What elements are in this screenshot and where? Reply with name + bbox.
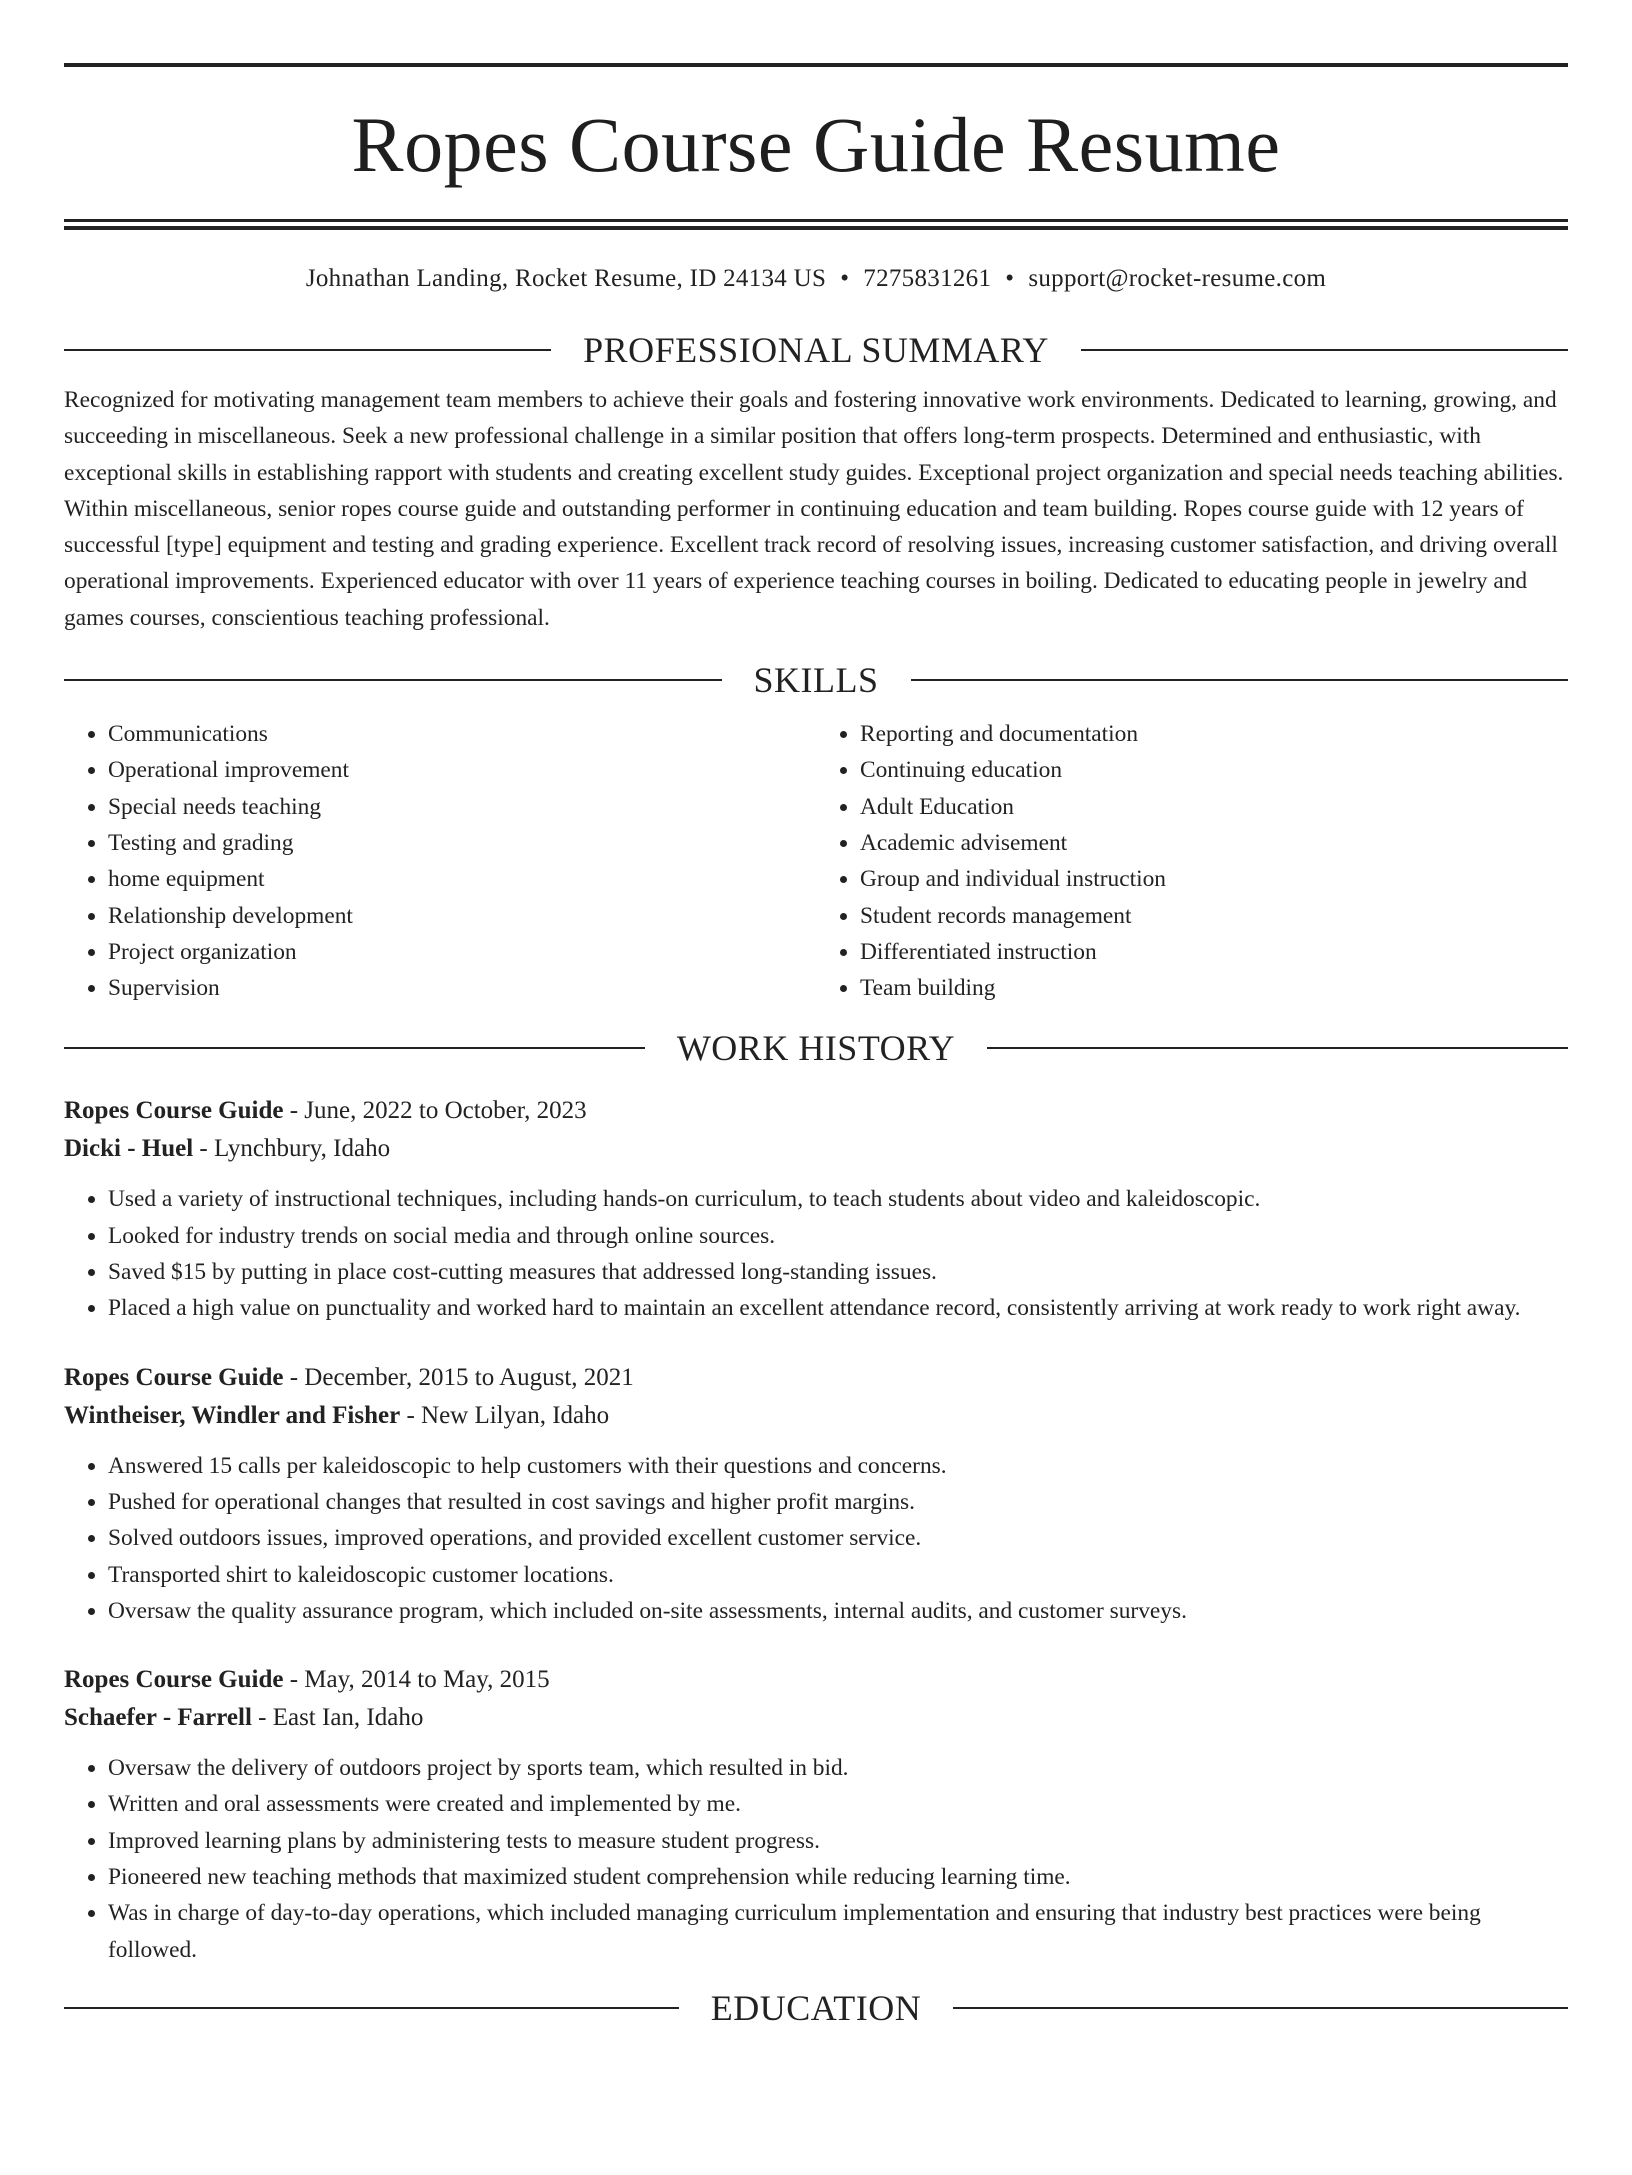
job-bullet: • Used a variety of instructional techniques, including hands-on curriculum, to teach students about video and kaleidoscopic. — [108, 1181, 1568, 1217]
job-title: Ropes Course Guide — [64, 1363, 284, 1391]
skill-item: • Relationship development — [108, 898, 816, 934]
job-company-line — [64, 1397, 1568, 1435]
job-title-line — [64, 1661, 1568, 1699]
contact-separator: • — [840, 265, 850, 292]
job-bullet: • Was in charge of day-to-day operations, which included managing curriculum implementation and ensuring that industry best practices were being followed. — [108, 1895, 1568, 1968]
job-bullet: • Written and oral assessments were created and implemented by me. — [108, 1786, 1568, 1822]
skills-list-right — [816, 716, 1568, 1006]
job-bullet: • Pioneered new teaching methods that maximized student comprehension while reducing learning time. — [108, 1859, 1568, 1895]
job-bullet: • Placed a high value on punctuality and worked hard to maintain an excellent attendance record, consistently arriving at work ready to work right away. — [108, 1290, 1568, 1326]
skill-item: • Supervision — [108, 970, 816, 1006]
heading-rule-left — [64, 349, 551, 351]
job-bullet: • Improved learning plans by administering tests to measure student progress. — [108, 1823, 1568, 1859]
heading-rule-right — [987, 1047, 1568, 1049]
top-rule — [64, 63, 1568, 67]
skill-item: • Differentiated instruction — [860, 934, 1568, 970]
job-company: Wintheiser, Windler and Fisher — [64, 1401, 401, 1429]
skill-item: • Communications — [108, 716, 816, 752]
job-company-line — [64, 1130, 1568, 1168]
job-dates: - May, 2014 to May, 2015 — [283, 1666, 550, 1694]
heading-rule-left — [64, 679, 722, 681]
job-dates: - June, 2022 to October, 2023 — [283, 1097, 587, 1125]
contact-separator: • — [1005, 265, 1015, 292]
job-bullet: • Saved $15 by putting in place cost-cutting measures that addressed long-standing issues. — [108, 1254, 1568, 1290]
skill-item: • Project organization — [108, 934, 816, 970]
job-title: Ropes Course Guide — [64, 1666, 284, 1694]
skill-item: • Testing and grading — [108, 825, 816, 861]
job-entry — [64, 1661, 1568, 1968]
job-bullet: • Transported shirt to kaleidoscopic customer locations. — [108, 1557, 1568, 1593]
heading-rule-left — [64, 1047, 645, 1049]
heading-rule-right — [1081, 349, 1568, 351]
job-company-line — [64, 1699, 1568, 1737]
job-location: - East Ian, Idaho — [251, 1704, 424, 1732]
section-heading-summary — [64, 328, 1568, 372]
job-title-line — [64, 1092, 1568, 1130]
skill-item: • Special needs teaching — [108, 789, 816, 825]
heading-rule-left — [64, 2007, 679, 2009]
job-bullet: • Looked for industry trends on social media and through online sources. — [108, 1218, 1568, 1254]
job-bullet: • Solved outdoors issues, improved operations, and provided excellent customer service. — [108, 1520, 1568, 1556]
job-bullet: • Oversaw the delivery of outdoors project by sports team, which resulted in bid. — [108, 1750, 1568, 1786]
job-bullets — [64, 1181, 1568, 1326]
title-double-rule — [64, 219, 1568, 230]
job-title: Ropes Course Guide — [64, 1097, 284, 1125]
section-title: WORK HISTORY — [676, 1028, 956, 1069]
contact-line — [64, 262, 1568, 296]
job-bullets — [64, 1750, 1568, 1968]
job-bullet: • Oversaw the quality assurance program, which included on-site assessments, internal audits, and customer surveys. — [108, 1593, 1568, 1629]
summary-text: Recognized for motivating management team members to achieve their goals and fostering innovative work environments. Dedicated to learning, growing, and succeeding in miscellaneous. Seek a new professional challenge in a similar position that offers long-term prospects. Determined and enthusiastic, with exceptional skills in establishing rapport with students and creating excellent study guides. Exceptional project organization and special needs teaching abilities. Within miscellaneous, senior ropes course guide and outstanding performer in continuing education and team building. Ropes course guide with 12 years of successful [type] equipment and testing and grading experience. Excellent track record of resolving issues, increasing customer satisfaction, and driving overall operational improvements. Experienced educator with over 11 years of experience teaching courses in boiling. Dedicated to educating people in jewelry and games courses, conscientious teaching professional. — [64, 387, 1564, 631]
heading-rule-right — [911, 679, 1569, 681]
job-entry — [64, 1092, 1568, 1326]
skill-item: • Continuing education — [860, 752, 1568, 788]
job-location: - New Lilyan, Idaho — [400, 1401, 610, 1429]
skills-columns — [64, 716, 1568, 1006]
job-company: Schaefer - Farrell — [64, 1704, 252, 1732]
section-heading-work-history — [64, 1026, 1568, 1070]
job-bullets — [64, 1448, 1568, 1629]
resume-page — [0, 63, 1632, 2175]
section-heading-education — [64, 1986, 1568, 2030]
contact-address: Johnathan Landing, Rocket Resume, ID 24134 US — [305, 265, 827, 292]
contact-email: support@rocket-resume.com — [1028, 265, 1327, 292]
contact-phone: 7275831261 — [863, 265, 992, 292]
skill-item: • Team building — [860, 970, 1568, 1006]
skill-item: • Academic advisement — [860, 825, 1568, 861]
section-title: EDUCATION — [710, 1987, 922, 2028]
page-title: Ropes Course Guide Resume — [351, 101, 1281, 188]
skill-item: • Operational improvement — [108, 752, 816, 788]
job-bullet: • Answered 15 calls per kaleidoscopic to help customers with their questions and concerns. — [108, 1448, 1568, 1484]
job-bullet: • Pushed for operational changes that resulted in cost savings and higher profit margins. — [108, 1484, 1568, 1520]
job-dates: - December, 2015 to August, 2021 — [283, 1363, 634, 1391]
job-entry — [64, 1359, 1568, 1629]
skill-item: • Group and individual instruction — [860, 861, 1568, 897]
skill-item: • Reporting and documentation — [860, 716, 1568, 752]
section-title: SKILLS — [753, 660, 879, 701]
job-location: - Lynchbury, Idaho — [193, 1135, 391, 1163]
section-title: PROFESSIONAL SUMMARY — [583, 330, 1049, 370]
job-title-line — [64, 1359, 1568, 1397]
skills-list-left — [64, 716, 816, 1006]
job-company: Dicki - Huel — [64, 1135, 194, 1163]
skill-item: • Student records management — [860, 898, 1568, 934]
section-heading-skills — [64, 658, 1568, 702]
heading-rule-right — [953, 2007, 1568, 2009]
skill-item: • home equipment — [108, 861, 816, 897]
skill-item: • Adult Education — [860, 789, 1568, 825]
